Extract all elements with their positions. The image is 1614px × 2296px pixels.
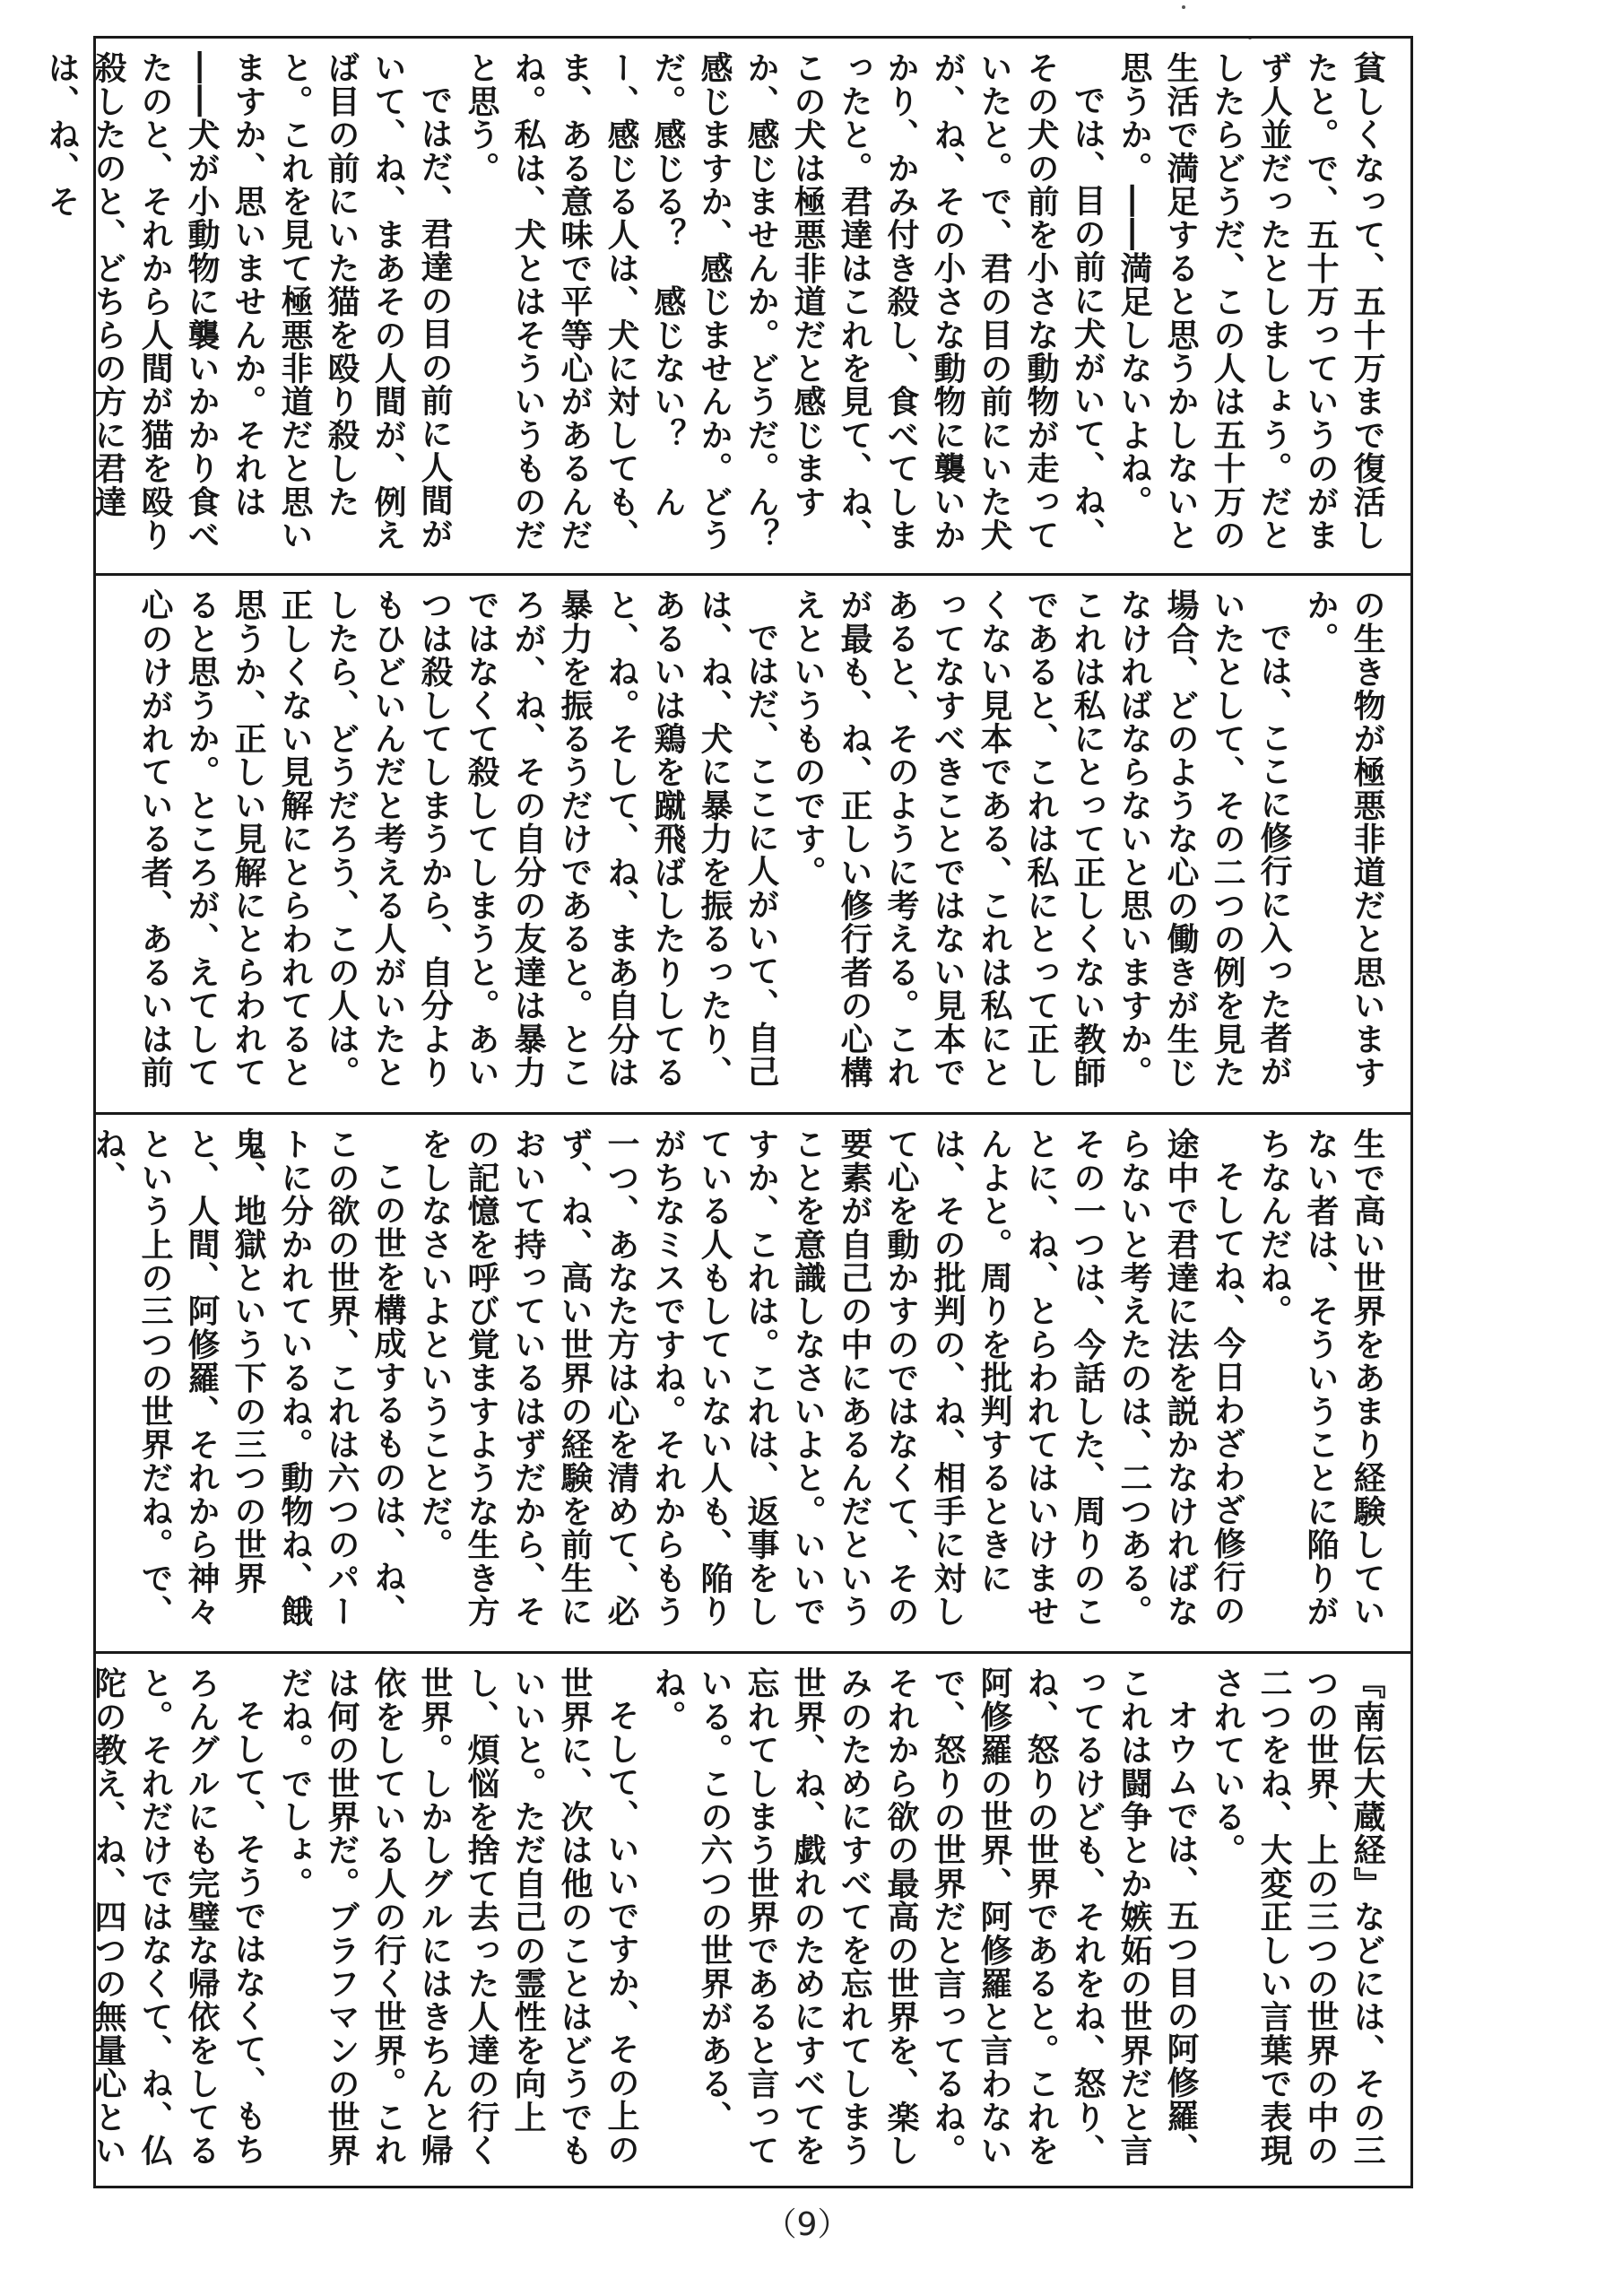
paragraph: そして、そうではなくて、もちろんグルにも完璧な帰依をしてると。それだけではなくて、ね、仏陀の教え、ね、四つの無量心とい: [90, 1666, 267, 2167]
paragraph: では、ここに修行に入った者がいたとして、その二つの例を見た場合、どのような心の働きが生じなければならないと思いますか。これは私にとって正しくない教師であると、これは私にとって正しくない見本である、これは私にとってなすべきことではない見本であると、そのように考える。これが最も、ね、正しい修行者の心構えというものです。: [789, 588, 1293, 1089]
scan-speck: [1182, 5, 1185, 9]
paragraph: ではだ、ここに人がいて、自己は、ね、犬に暴力を振るったり、あるいは鶏を蹴飛ばしたりしてると、ね。そして、ね、まあ自分は暴力を振るうだけであると。ところが、ね、その自分の友達は暴力ではなくて殺してしまうと。あいつは殺してしまうから、自分よりもひどいんだと考える人がいたとしたら、どうだろう、この人は。正しくない見解にとらわれてると思うか、正しい見解にとらわれてると思うか。ところが、えてして心のけがれている者、あるいは前: [136, 588, 780, 1089]
vertical-text-4: [90, 1666, 1391, 2173]
vertical-text-2: [116, 588, 1391, 1100]
text-block-2: [96, 573, 1410, 1112]
paragraph: ではだ、君達の目の前に人間がいて、ね、まあその人間が、例えば目の前にいた猫を殴り殺したと。これを見て極悪非道だと思いますか、思いませんか。それは――犬が小動物に襲いかかり食べたのと、それから人間が猫を殴り殺したのと、どちらの方に君達は、ね、そ: [43, 51, 454, 552]
text-block-4: [90, 1651, 1410, 2186]
text-block-1: [43, 39, 1410, 586]
paragraph: そしてね、今日わざわざ修行の途中で君達に法を説かなければならないと考えたのは、二つある。その一つは、今話した、周りのことに、ね、とらわれてはいけませんよと。周りを批判するときには、その批判の、ね、相手に対して心を動かすのではなくて、その要素が自己の中にあるんだということを意識しなさいよと。いいですか、これは。これは、返事をしている人もしていない人も、陥りがちなミスですね。それからもう一つ、あなた方は心を清めて、必ず、ね、高い世界の経験を前生において持っているはずだから、その記憶を呼び覚ますような生き方をしなさいよということだ。: [416, 1127, 1246, 1628]
paragraph: 『南伝大蔵経』などには、その三つの世界、上の三つの世界の中の二つをね、大変正しい言葉で表現されている。: [1209, 1666, 1386, 2167]
paragraph: では、目の前に犬がいて、ね、その犬の前を小さな動物が走っていたと。で、君の目の前にいた犬が、ね、その小さな動物に襲いかかり、かみ付き殺し、食べてしまったと。君達はこれを見て、ね、この犬は極悪非道だと感じますか、感じませんか。どうだ。ん？ 感じますか、感じませんか。どうだ。感じる？ 感じない？ んー、感じる人は、犬に対しても、ま、ある意味で平等心があるんだね。私は、犬とはそういうものだと思う。: [463, 51, 1106, 586]
paragraph: の生き物が極悪非道だと思いますか。: [1302, 588, 1386, 1089]
vertical-text-3: [90, 1127, 1391, 1639]
paragraph: この世を構成するものは、ね、この欲の世界、これは六つのパートに分かれているね。動物ね、餓鬼、地獄という下の三つの世界と、人間、阿修羅、それから神々という上の三つの世界だね。で、ね、: [90, 1127, 407, 1628]
text-block-3: [90, 1112, 1410, 1651]
vertical-text-1: [43, 51, 1391, 586]
paragraph: そして、いいですか、その上の世界に、次は他のことはどうでもいいと。ただ自己の霊性を向上し、煩悩を捨て去った人達の行く世界。しかしグルにはきちんと帰依をしている人の行く世界。これは何の世界だ。ブラフマンの世界だね。でしょ。: [276, 1666, 640, 2167]
page-number: （9）: [764, 2206, 850, 2243]
paragraph: 貧しくなって、五十万まで復活したと。で、五十万っていうのがまず人並だったとしましょう。だとしたらどうだ、この人は五十万の生活で満足すると思うかしないと思うか。――満足しないよね。: [1115, 51, 1386, 552]
paragraph: オウムでは、五つ目の阿修羅、これは闘争とか嫉妬の世界だと言ってるけども、それをね、怒り、ね、怒りの世界であると。これを阿修羅の世界、阿修羅と言わないで、怒りの世界だと言ってるね。それから欲の最高の世界を、楽しみのためにすべてを忘れてしまう世界、ね、戯れのためにすべてを忘れてしまう世界であると言っている。この六つの世界がある、ね。: [649, 1666, 1200, 2167]
paragraph: 生で高い世界をあまり経験していない者は、そういうことに陥りがちなんだね。: [1255, 1127, 1386, 1628]
text-frame: [43, 36, 1413, 2188]
